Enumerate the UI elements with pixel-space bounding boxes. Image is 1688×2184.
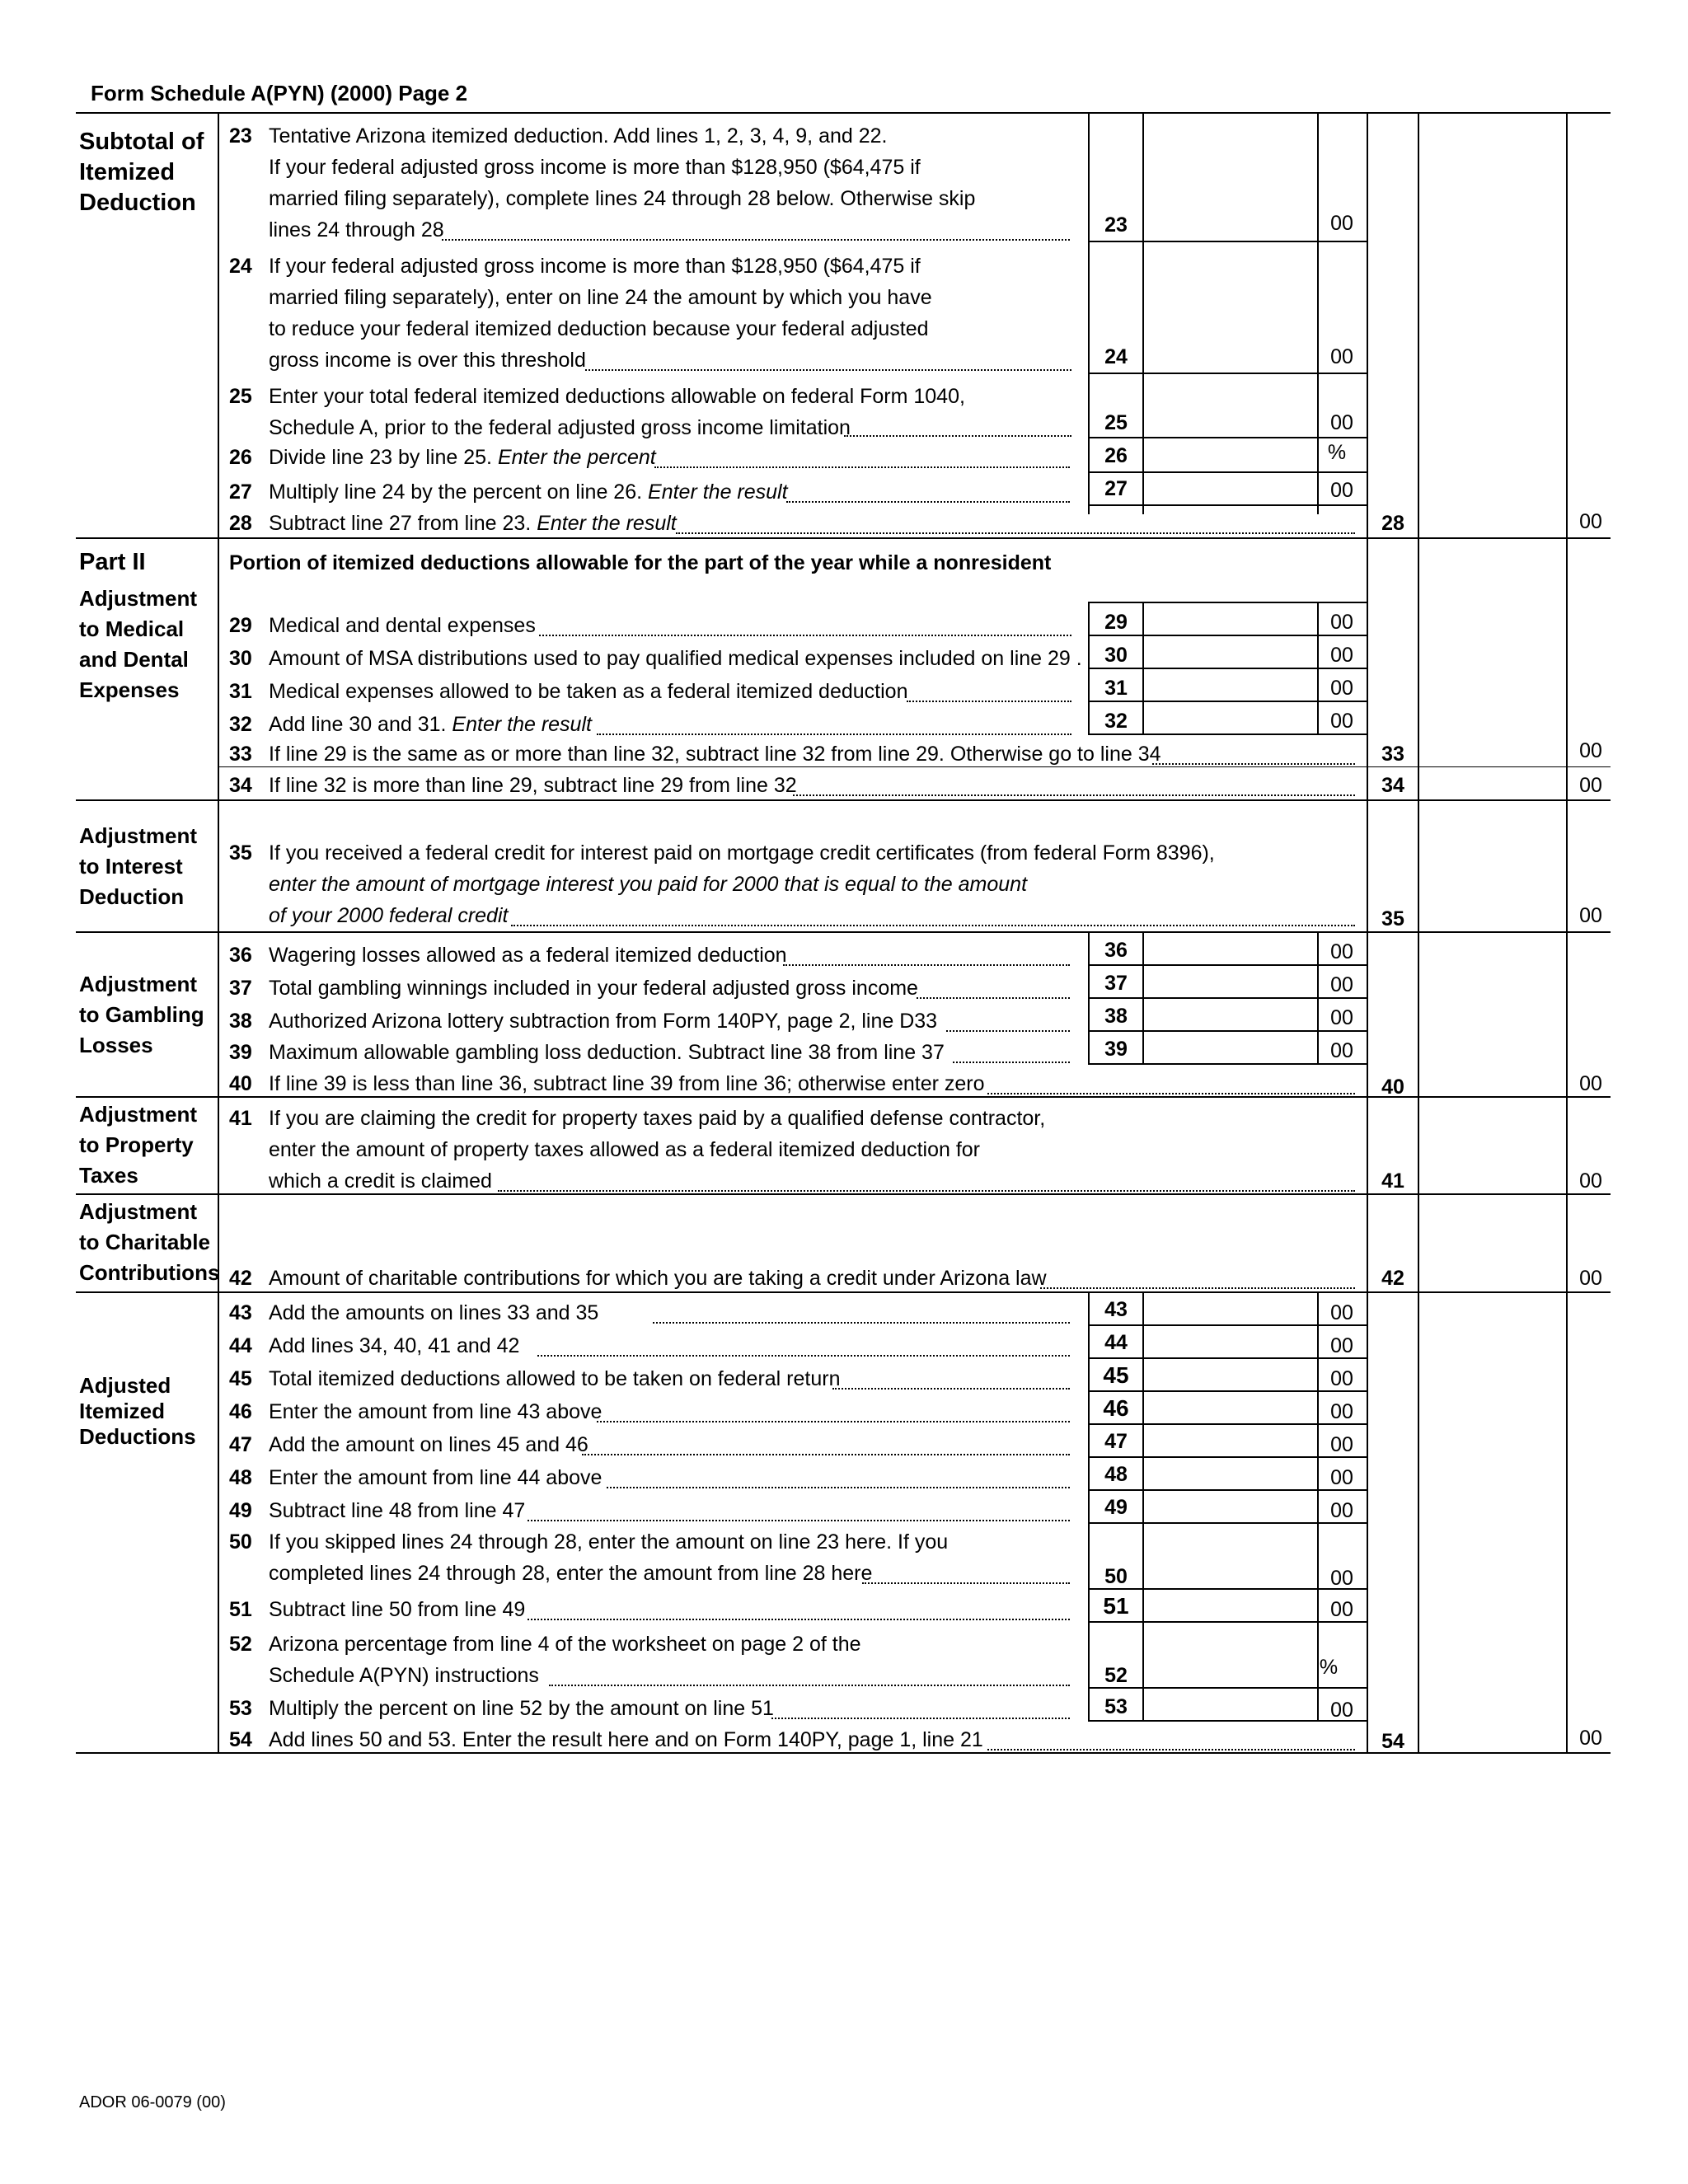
leader-dots: [537, 1355, 1070, 1357]
leader-dots: [585, 369, 1071, 371]
box-label-36: 36: [1104, 939, 1128, 962]
box-label-37: 37: [1104, 972, 1128, 995]
line-text: Add lines 50 and 53. Enter the result here and on Form 140PY, page 1, line 21: [269, 1728, 983, 1751]
box-label-34: 34: [1381, 774, 1404, 797]
line-num: 26: [229, 446, 252, 469]
line-text-italic: Enter the result: [537, 512, 677, 535]
box-label-45: 45: [1103, 1362, 1129, 1388]
box-top-29: [1088, 602, 1367, 603]
line-text: Amount of charitable contributions for which you are taking a credit under Arizona law: [269, 1267, 1047, 1290]
box-rule-23: [1088, 241, 1367, 242]
line-text: Enter your total federal itemized deductions allowable on federal Form 1040,: [269, 385, 965, 408]
box-label-32: 32: [1104, 710, 1128, 733]
box-label-28: 28: [1381, 512, 1404, 535]
line-text: Medical expenses allowed to be taken as a federal itemized deduction: [269, 680, 908, 703]
leader-dots: [653, 1322, 1070, 1324]
box-label-48: 48: [1104, 1463, 1128, 1486]
leader-dots: [783, 964, 1070, 966]
line-text: If line 39 is less than line 36, subtract line 39 from line 36; otherwise enter zero: [269, 1072, 985, 1095]
leader-dots: [917, 997, 1070, 999]
leader-dots: [511, 925, 1355, 926]
section-charitable: Adjustment to Charitable Contributions: [79, 1199, 220, 1285]
cents-42: 00: [1579, 1267, 1602, 1290]
line-text: If you skipped lines 24 through 28, enter the amount on line 23 here. If you: [269, 1530, 949, 1554]
line-num: 42: [229, 1267, 252, 1290]
box-label-43: 43: [1104, 1298, 1128, 1321]
cents-35: 00: [1579, 904, 1602, 927]
line-text: Subtract line 48 from line 47: [269, 1499, 526, 1522]
cents-29: 00: [1330, 611, 1353, 634]
line-text: gross income is over this threshold: [269, 349, 586, 372]
line-num: 36: [229, 944, 252, 967]
line-text: completed lines 24 through 28, enter the amount from line 28 here: [269, 1562, 873, 1585]
cents-47: 00: [1330, 1433, 1353, 1456]
line-text: Add the amount on lines 45 and 46: [269, 1433, 588, 1456]
line-text: Tentative Arizona itemized deduction. Add lines 1, 2, 3, 4, 9, and 22.: [269, 124, 888, 148]
cents-37: 00: [1330, 973, 1353, 996]
leader-dots: [498, 1190, 1355, 1192]
section-part2-title: Part II: [79, 549, 146, 575]
leader-dots: [793, 794, 1355, 796]
form-footer-code: ADOR 06-0079 (00): [79, 2093, 226, 2111]
leader-dots: [607, 1487, 1070, 1488]
line-num: 50: [229, 1530, 252, 1554]
line-text: Multiply the percent on line 52 by the amount on line 51: [269, 1697, 774, 1720]
box-label-27: 27: [1104, 477, 1128, 500]
top-rule: [76, 112, 1611, 114]
box-label-35: 35: [1381, 907, 1404, 930]
box-label-26: 26: [1104, 444, 1128, 467]
line-text-italic: Enter the result: [452, 713, 592, 736]
section-medical: Adjustment to Medical and Dental Expenses: [79, 586, 197, 702]
line-text: enter the amount of property taxes allowed as a federal itemized deduction for: [269, 1138, 981, 1161]
leader-dots: [549, 1685, 1070, 1686]
line-num: 46: [229, 1400, 252, 1423]
line-num: 33: [229, 743, 252, 766]
section-property: Adjustment to Property Taxes: [79, 1102, 197, 1188]
box-label-39: 39: [1104, 1038, 1128, 1061]
line-text-italic: Enter the result: [648, 480, 788, 504]
line-text: If you are claiming the credit for property taxes paid by a qualified defense contractor,: [269, 1107, 1046, 1130]
percent-52: %: [1319, 1656, 1339, 1679]
cents-41: 00: [1579, 1169, 1602, 1193]
leader-dots: [987, 1749, 1355, 1750]
line-text: [269, 442, 656, 473]
line-num: 40: [229, 1072, 252, 1095]
line-text: If you received a federal credit for interest paid on mortgage credit certificates (from federal Form 8396),: [269, 841, 1215, 865]
leader-dots: [844, 435, 1071, 437]
box-label-23: 23: [1104, 213, 1128, 237]
leader-dots: [654, 466, 1070, 468]
leader-dots: [539, 635, 1071, 636]
line-text: [269, 709, 592, 740]
leader-dots: [1040, 1287, 1355, 1289]
cents-48: 00: [1330, 1466, 1353, 1489]
section-gambling: Adjustment to Gambling Losses: [79, 972, 204, 1057]
line-num: 24: [229, 255, 252, 278]
line-text: Authorized Arizona lottery subtraction from Form 140PY, page 2, line D33: [269, 1010, 938, 1033]
line-num: 48: [229, 1466, 252, 1489]
line-num: 52: [229, 1633, 252, 1656]
box-label-54: 54: [1381, 1730, 1404, 1753]
box-label-30: 30: [1104, 644, 1128, 667]
line-text: If your federal adjusted gross income is more than $128,950 ($64,475 if: [269, 156, 921, 179]
line-text: Add the amounts on lines 33 and 35: [269, 1301, 599, 1324]
line-num: 38: [229, 1010, 252, 1033]
line-num: 34: [229, 774, 252, 797]
line-num: 29: [229, 614, 252, 637]
line-num: 28: [229, 512, 252, 535]
line-text-a: Divide line 23 by line 25.: [269, 446, 492, 469]
box-label-53: 53: [1104, 1695, 1128, 1718]
line-text: Total itemized deductions allowed to be taken on federal return: [269, 1367, 841, 1390]
box-label-47: 47: [1104, 1430, 1128, 1453]
section-adjusted: Adjusted Itemized Deductions: [79, 1373, 196, 1449]
box-label-38: 38: [1104, 1005, 1128, 1028]
box-label-40: 40: [1381, 1076, 1404, 1099]
line-text: If line 29 is the same as or more than line 32, subtract line 32 from line 29. Otherwise go to line 34: [269, 743, 1161, 766]
box-label-42: 42: [1381, 1267, 1404, 1290]
box-label-44: 44: [1104, 1331, 1128, 1354]
cents-54: 00: [1579, 1727, 1602, 1750]
leader-dots: [582, 1454, 1070, 1455]
line-text: to reduce your federal itemized deduction because your federal adjusted: [269, 317, 929, 340]
line-num: 45: [229, 1367, 252, 1390]
leader-dots: [862, 1582, 1070, 1584]
leader-dots: [987, 1093, 1355, 1094]
box-label-51: 51: [1103, 1593, 1129, 1619]
cents-50: 00: [1330, 1567, 1353, 1590]
section-divider: [218, 112, 219, 1752]
cents-44: 00: [1330, 1334, 1353, 1357]
cents-38: 00: [1330, 1006, 1353, 1029]
line-text-italic: Enter the percent: [497, 446, 656, 469]
line-text: which a credit is claimed: [269, 1169, 492, 1193]
section-subtotal: Subtotal of Itemized Deduction: [79, 129, 204, 216]
line-text: lines 24 through 28: [269, 218, 444, 241]
box-label-46: 46: [1103, 1395, 1129, 1421]
cents-28: 00: [1579, 510, 1602, 533]
cents-31: 00: [1330, 677, 1353, 700]
line-text-a: Add line 30 and 31.: [269, 713, 447, 736]
leader-dots: [1152, 763, 1355, 765]
cents-24: 00: [1330, 345, 1353, 368]
cents-49: 00: [1330, 1499, 1353, 1522]
leader-dots: [786, 501, 1070, 503]
leader-dots: [442, 239, 1070, 241]
line-text: Medical and dental expenses: [269, 614, 536, 637]
leader-dots: [946, 1030, 1070, 1032]
line-text: Enter the amount from line 44 above: [269, 1466, 603, 1489]
leader-dots: [528, 1520, 1070, 1521]
line-num: 47: [229, 1433, 252, 1456]
line-text-a: Multiply line 24 by the percent on line 26.: [269, 480, 643, 504]
box-label-31: 31: [1104, 677, 1128, 700]
line-text: [269, 508, 677, 539]
line-num: 53: [229, 1697, 252, 1720]
leader-dots: [832, 1388, 1070, 1390]
line-num: 27: [229, 480, 252, 504]
cents-45: 00: [1330, 1367, 1353, 1390]
percent-26: %: [1327, 441, 1347, 464]
line-num: 44: [229, 1334, 252, 1357]
cents-51: 00: [1330, 1598, 1353, 1621]
line-text-italic: enter the amount of mortgage interest you paid for 2000 that is equal to the amount: [269, 873, 1028, 896]
line-num: 54: [229, 1728, 252, 1751]
line-num: 25: [229, 385, 252, 408]
cents-23: 00: [1330, 212, 1353, 235]
line-num: 31: [229, 680, 252, 703]
line-text: Total gambling winnings included in your federal adjusted gross income: [269, 977, 918, 1000]
line-text: If your federal adjusted gross income is more than $128,950 ($64,475 if: [269, 255, 921, 278]
box-label-25: 25: [1104, 411, 1128, 434]
leader-dots: [597, 1421, 1070, 1422]
inner-col-b-grp4: [1142, 1291, 1144, 1720]
cents-43: 00: [1330, 1301, 1353, 1324]
cents-33: 00: [1579, 739, 1602, 762]
cents-30: 00: [1330, 644, 1353, 667]
line-num: 39: [229, 1041, 252, 1064]
line-text-italic: of your 2000 federal credit: [269, 904, 509, 927]
box-label-24: 24: [1104, 345, 1128, 368]
box-label-33: 33: [1381, 743, 1404, 766]
leader-dots: [907, 701, 1071, 702]
line-text: Add lines 34, 40, 41 and 42: [269, 1334, 520, 1357]
box-label-52: 52: [1104, 1664, 1128, 1687]
box-label-49: 49: [1104, 1496, 1128, 1519]
line-num: 49: [229, 1499, 252, 1522]
cents-36: 00: [1330, 940, 1353, 963]
cents-34: 00: [1579, 774, 1602, 797]
line-num: 35: [229, 841, 252, 865]
cents-40: 00: [1579, 1072, 1602, 1095]
cents-27: 00: [1330, 479, 1353, 502]
box-label-29: 29: [1104, 611, 1128, 634]
line-num: 51: [229, 1598, 252, 1621]
cents-39: 00: [1330, 1039, 1353, 1062]
cents-53: 00: [1330, 1699, 1353, 1722]
line-text: If line 32 is more than line 29, subtract line 29 from line 32: [269, 774, 797, 797]
line-text: Amount of MSA distributions used to pay qualified medical expenses included on line 29 .: [269, 647, 1082, 670]
leader-dots: [771, 1718, 1070, 1719]
line-num: 32: [229, 713, 252, 736]
line-num: 41: [229, 1107, 252, 1130]
inner-col-b-grp1: [1142, 112, 1144, 514]
leader-dots: [528, 1619, 1070, 1620]
box-rule-24: [1088, 373, 1367, 374]
line-num: 30: [229, 647, 252, 670]
box-label-41: 41: [1381, 1169, 1404, 1193]
line-text: Wagering losses allowed as a federal itemized deduction: [269, 944, 787, 967]
leader-dots: [676, 532, 1355, 534]
cents-46: 00: [1330, 1400, 1353, 1423]
line-text: Maximum allowable gambling loss deduction. Subtract line 38 from line 37: [269, 1041, 945, 1064]
box-label-50: 50: [1104, 1565, 1128, 1588]
line-text: married filing separately), complete lines 24 through 28 below. Otherwise skip: [269, 187, 976, 210]
section-interest: Adjustment to Interest Deduction: [79, 823, 197, 909]
line-text: Schedule A, prior to the federal adjusted gross income limitation: [269, 416, 851, 439]
right-col-border-c: [1566, 112, 1568, 1752]
line-text: Arizona percentage from line 4 of the worksheet on page 2 of the: [269, 1633, 861, 1656]
line-num: 43: [229, 1301, 252, 1324]
leader-dots: [597, 733, 1071, 735]
line-text: Enter the amount from line 43 above: [269, 1400, 603, 1423]
line-text: [269, 476, 788, 508]
leader-dots: [953, 1062, 1070, 1063]
line-text: married filing separately), enter on line 24 the amount by which you have: [269, 286, 932, 309]
line-text: Schedule A(PYN) instructions: [269, 1664, 539, 1687]
cents-25: 00: [1330, 411, 1353, 434]
line-text: Subtract line 50 from line 49: [269, 1598, 526, 1621]
line-num: 23: [229, 124, 252, 148]
line-num: 37: [229, 977, 252, 1000]
part2-heading: Portion of itemized deductions allowable for the part of the year while a nonresident: [229, 551, 1052, 574]
line-text-a: Subtract line 27 from line 23.: [269, 512, 532, 535]
page-header: Form Schedule A(PYN) (2000) Page 2: [91, 81, 468, 105]
cents-32: 00: [1330, 710, 1353, 733]
